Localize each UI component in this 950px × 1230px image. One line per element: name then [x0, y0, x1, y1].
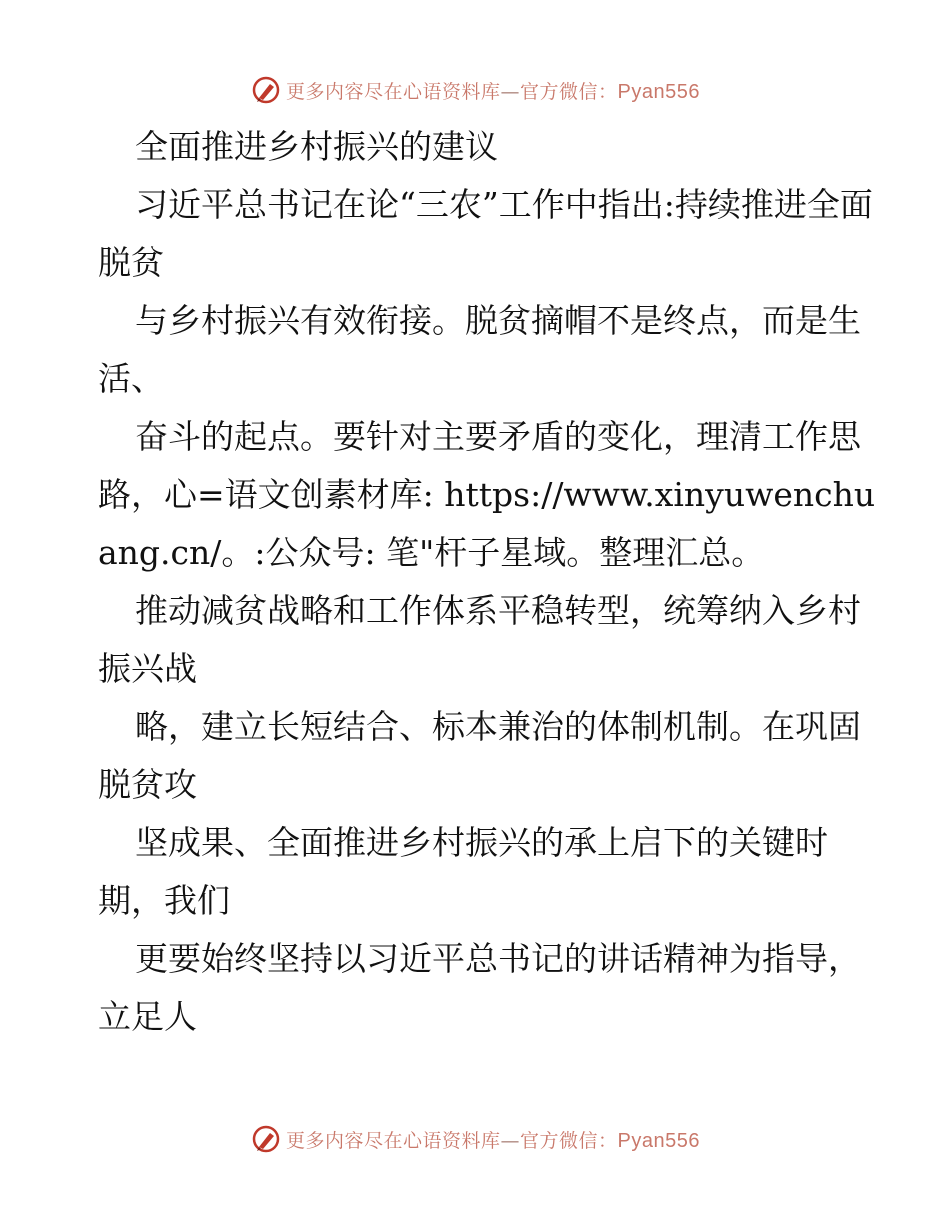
banner-separator: —: [500, 1129, 521, 1152]
wechat-label: 官方微信：: [520, 1129, 618, 1152]
paragraph: 更要始终坚持以习近平总书记的讲话精神为指导，立足人: [98, 939, 861, 1036]
pen-logo-icon: [250, 74, 282, 106]
banner-separator: —: [500, 80, 521, 103]
pen-logo-icon: [250, 1123, 282, 1155]
wechat-id: Pyan556: [617, 1129, 700, 1152]
footer-watermark: [0, 1119, 950, 1159]
brand-text: 更多内容尽在心语资料库: [286, 1129, 501, 1152]
paragraph: 推动减贫战略和工作体系平稳转型，统筹纳入乡村振兴战: [98, 591, 861, 688]
wechat-label: 官方微信：: [520, 80, 618, 103]
paragraph: 与乡村振兴有效衔接。脱贫摘帽不是终点，而是生活、: [98, 301, 861, 398]
header-watermark: [0, 70, 950, 110]
paragraph: 坚成果、全面推进乡村振兴的承上启下的关键时期，我们: [98, 823, 828, 920]
paragraph: 奋斗的起点。要针对主要矛盾的变化，理清工作思路，心=语文创素材库: https://www.xinyuwenchuang.cn/。:公众号: 笔"杆子星域。整理汇总。: [98, 417, 876, 572]
document-title: 全面推进乡村振兴的建议: [135, 127, 498, 166]
wechat-id: Pyan556: [617, 80, 700, 103]
brand-text: 更多内容尽在心语资料库: [286, 80, 501, 103]
document-body: [98, 118, 878, 1046]
paragraph: 习近平总书记在论“三农”工作中指出:持续推进全面脱贫: [98, 185, 873, 282]
paragraph: 略，建立长短结合、标本兼治的体制机制。在巩固脱贫攻: [98, 707, 861, 804]
